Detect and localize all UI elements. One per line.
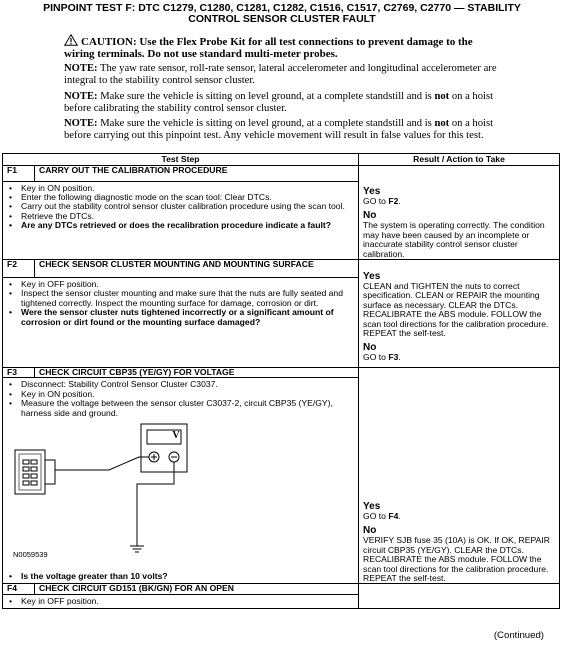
list-item: • Inspect the sensor cluster mounting and make sure that the nuts are fully seated and tightened correctly. Inspect the mounting surface for damage, corrosion or dirt. — [21, 289, 358, 308]
step-list — [3, 380, 358, 418]
step-question: • Are any DTCs retrieved or does the recalibration procedure indicate a fault? — [21, 221, 358, 230]
list-item: • Retrieve the DTCs. — [21, 212, 358, 221]
connector-meter-illustration — [9, 422, 269, 572]
step-question: • Is the voltage greater than 10 volts? — [21, 572, 358, 581]
list-item: • Enter the following diagnostic mode on the scan tool: Clear DTCs. — [21, 193, 358, 202]
step-list — [3, 572, 358, 581]
ground-icon — [130, 546, 144, 552]
meter-display-symbol: V — [172, 429, 180, 441]
list-item: • Carry out the stability control sensor cluster calibration procedure using the scan tool. — [21, 202, 358, 211]
step-heading: CARRY OUT THE CALIBRATION PROCEDURE — [35, 166, 359, 182]
step-list — [3, 280, 358, 327]
step-number: F2 — [3, 260, 35, 278]
step-f3-header-row — [3, 367, 560, 377]
step-f2-result: Yes CLEAN and TIGHTEN the nuts to correct specification. CLEAN or REPAIR the mounting surface as necessary. CLEAR the DTCs. RECALIBRATE the ABS module. FOLLOW the scan tool directions for the calibration procedure. REPEAT the self-test. No GO to F3. — [359, 260, 560, 368]
step-f4-result — [359, 584, 560, 609]
col-header-result: Result / Action to Take — [359, 154, 560, 166]
note-3: NOTE: Make sure the vehicle is sitting on level ground, at a complete standstill and is not on a hoist before carrying out this pinpoint test. Any vehicle movement will result in false values for this test. — [64, 118, 494, 141]
pinpoint-test-table — [2, 153, 560, 609]
step-f1-body — [3, 181, 359, 259]
step-f1-header-row — [3, 166, 560, 182]
step-number: F1 — [3, 166, 35, 182]
page-title: PINPOINT TEST F: DTC C1279, C1280, C1281, C1282, C1516, C1517, C2769, C2770 — STABILITY CONTROL SENSOR CLUSTER FAULT — [43, 2, 521, 25]
list-item: • Key in ON position. — [21, 390, 358, 399]
step-f3-body — [3, 378, 359, 584]
step-heading: CHECK CIRCUIT CBP35 (YE/GY) FOR VOLTAGE — [35, 367, 359, 377]
connector-icon — [15, 450, 55, 494]
list-item: • Measure the voltage between the sensor cluster C3037-2, circuit CBP35 (YE/GY), harness side and ground. — [21, 399, 358, 418]
step-number: F4 — [3, 584, 35, 594]
warning-triangle-icon — [64, 34, 78, 46]
table-header-row — [3, 154, 560, 166]
step-f3-result: Yes GO to F4. No VERIFY SJB fuse 35 (10A) is OK. If OK, REPAIR circuit CBP35 (YE/GY). CLEAR the DTCs. RECALIBRATE the ABS module. FOLLOW the scan tool directions for the calibration procedure. REPEAT the self-test. — [359, 367, 560, 583]
voltage-measurement-diagram — [9, 422, 269, 572]
figure-id: N0059539 — [13, 549, 48, 559]
step-f4-body — [3, 594, 359, 608]
step-heading: CHECK CIRCUIT GD151 (BK/GN) FOR AN OPEN — [35, 584, 359, 594]
list-item: • Disconnect: Stability Control Sensor Cluster C3037. — [21, 380, 358, 389]
step-f2-body — [3, 278, 359, 368]
step-f1-result: Yes GO to F2. No The system is operating correctly. The condition may have been caused by an incomplete or inaccurate stability control sensor cluster calibration. — [359, 166, 560, 260]
caution-notice: CAUTION: Use the Flex Probe Kit for all test connections to prevent damage to the wiring terminals. Do not use standard multi-meter probes. — [64, 36, 473, 60]
col-header-test-step: Test Step — [3, 154, 359, 166]
step-f2-header-row — [3, 260, 560, 278]
note-1: NOTE: The yaw rate sensor, roll-rate sensor, lateral accelerometer and longitudinal accelerometer are integral to the stability control sensor cluster. — [64, 63, 497, 86]
step-heading: CHECK SENSOR CLUSTER MOUNTING AND MOUNTING SURFACE — [35, 260, 359, 278]
continued-label: (Continued) — [493, 630, 544, 641]
note-2: NOTE: Make sure the vehicle is sitting on level ground, at a complete standstill and is not on a hoist before calibrating the stability control sensor cluster. — [64, 91, 494, 114]
step-number: F3 — [3, 367, 35, 377]
step-list — [3, 184, 358, 231]
step-f4-header-row — [3, 584, 560, 594]
step-question: • Were the sensor cluster nuts tightened incorrectly or a significant amount of corrosion or dirt found or the mounting surface damaged? — [21, 308, 358, 327]
list-item: • Key in OFF position. — [21, 597, 358, 606]
list-item: • Key in ON position. — [21, 184, 358, 193]
list-item: • Key in OFF position. — [21, 280, 358, 289]
step-list — [3, 597, 358, 606]
